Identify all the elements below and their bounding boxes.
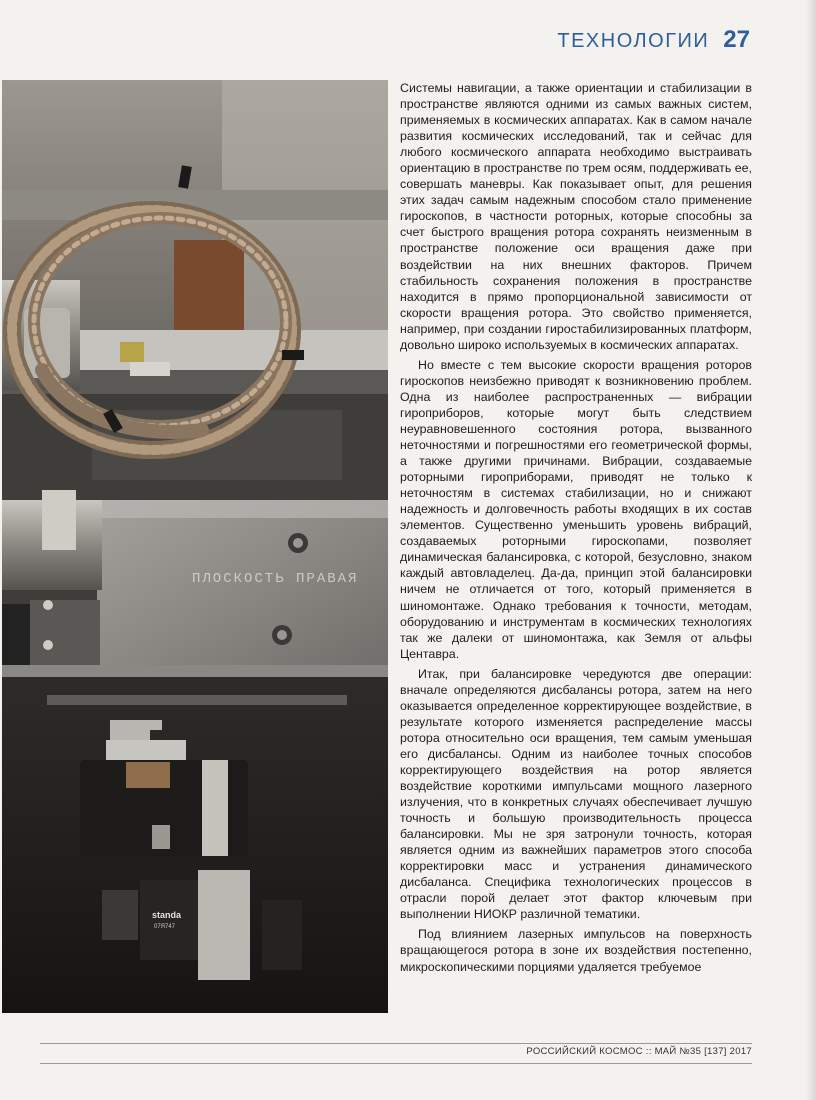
page-edge	[806, 0, 816, 1100]
equipment-photo	[2, 80, 388, 1013]
footer-rule-top	[40, 1043, 752, 1044]
brand-label: standa	[152, 910, 182, 920]
footer-rule-bottom	[40, 1063, 752, 1064]
model-label: 07Я747	[154, 924, 176, 930]
plate-label: ПЛОСКОСТЬ ПРАВАЯ	[192, 571, 359, 587]
page-header	[557, 26, 750, 54]
page-number: 27	[723, 26, 750, 53]
article-paragraph-4: Под влиянием лазерных импульсов на поверхность вращающегося ротора в зоне их воздействия постепенно, микроскопическими порциями удаляется требуемое	[400, 927, 752, 974]
article-paragraph-3: Итак, при балансировке чередуются две операции: вначале определяются дисбалансы ротора, затем на него оказывается определенное корректирующее воздействие, в результате которого изменяется распределение массы ротора относительно оси вращения, тем самым уменьшая его дисбалансы. Одним из наиболее точных способов корректирующего воздействия на ротор является воздействие короткими импульсами мощного лазерного излучения, что в конкретных случаях обеспечивает лучшую точность и большую производительность процесса балансировки. Мы не зря затронули точность, которая является одним из важнейших параметров этого способа корректировки масс и устранения динамического дисбаланса. Специфика технологических процессов в отрасли порой делает этот фактор ключевым при выполнении НИОКР различной тематики.	[400, 666, 752, 922]
section-title: ТЕХНОЛОГИИ	[557, 30, 710, 52]
article-paragraph-2: Но вместе с тем высокие скорости вращения роторов гироскопов неизбежно приводят к возникновению проблем. Одна из наиболее распространенных — вибрации гироприборов, которые могут быть следствием неуравновешенного состояния ротора, вызванного неточностями и погрешностями его геометрической формы, а также другими причинами. Вибрации, создаваемые роторными гироприборами, приводят не только к неточностям в системах стабилизации, но и снижают надежность и долговечность работы входящих в их состав элементов. Существенно уменьшить уровень вибраций, создаваемых роторными гироскопами, позволяет динамическая балансировка, с которой, безусловно, знаком каждый автовладелец. Да-да, принцип этой балансировки ничем не отличается от того, который применяется в шиномонтаже. Однако требования к точности, методам, оборудованию и инструментам в космических технологиях так же далеки от шиномонтажа, как Земля от альфы Центавра.	[400, 357, 752, 661]
article-paragraph-1: Системы навигации, а также ориентации и стабилизации в пространстве являются одними из самых важных систем, применяемых в космических аппаратах. Как в самом начале развития космических исследований, так и сейчас для любого космического аппарата необходимо выстраивать ориентацию в пространстве по трем осям, поддерживать ее, совершать маневры. Как показывает опыт, для решения этих задач самым надежным способом стало применение гироскопов, в частности роторных, которые способны за счет быстрого вращения ротора сохранять неизменным в пространстве положение оси вращения даже при воздействии на них внешних факторов. Причем стабильность сохранения положения в пространстве находится в прямо пропорциональной зависимости от скорости вращения ротора. Это свойство применяется, например, при создании гиростабилизированных платформ, довольно широко используемых в космических аппаратах.	[400, 81, 752, 352]
footer-issue-info: РОССИЙСКИЙ КОСМОС :: МАЙ №35 [137] 2017	[526, 1046, 752, 1057]
article-text	[400, 80, 752, 1020]
